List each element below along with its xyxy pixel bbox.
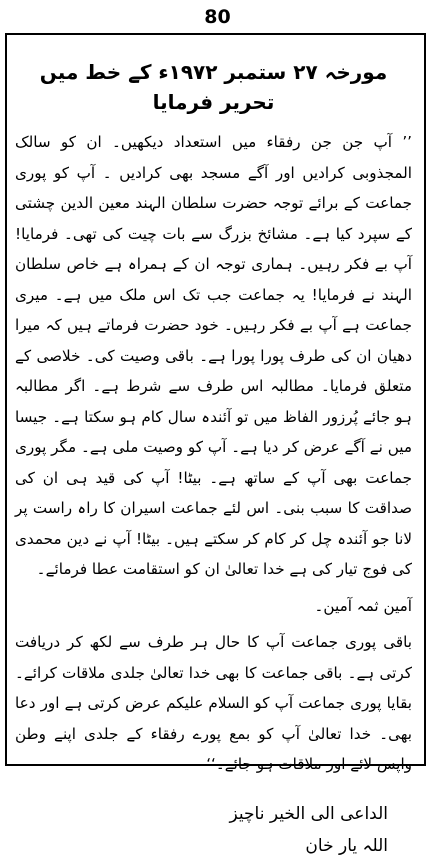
signature-block xyxy=(15,798,412,862)
letter-paragraph: باقی پوری جماعت آپ کا حال ہر طرف سے لکھ کر دریافت کرتی ہے۔ باقی جماعت کا بھی خدا تعالیٰ جلدی ملاقات کرائے۔ بقایا پوری جماعت آپ کو السلام علیکم عرض کرتی ہے اور دعا بھی۔ خدا تعالیٰ آپ کو بمع پورے رفقاء کے جلدی اپنے وطن واپس لائے اور ملاقات ہو جائے۔‘‘ xyxy=(15,633,412,773)
text-frame xyxy=(5,33,426,856)
signature-line: الداعی الی الخیر ناچیز xyxy=(229,803,388,824)
letter-paragraph: ’’ آپ جن جن رفقاء میں استعداد دیکھیں۔ ان کو سالک المجذوبی کرادیں اور آگے مسجد بھی کرادیں ۔ آپ کو پوری جماعت کے برائے توجہ حضرت سلطان الہند معین الدین چشتی کے سپرد کیا ہے۔ مشائخ بزرگ سے بات چیت کی تھی۔ فرمایا! آپ بے فکر رہیں۔ ہماری توجہ ان کے ہمراہ ہے خاص سلطان الہند نے فرمایا! یہ جماعت جب تک اس ملک میں ہے۔ میری جماعت ہے آپ بے فکر رہیں۔ خود حضرت فرماتے ہیں کہ میرا دھیان ان کی طرف پورا پورا ہے۔ باقی وصیت کی۔ خلاصی کے متعلق فرمایا۔ مطالبہ اس طرف سے شرط ہے۔ اگر مطالبہ ہو جائے پُرزور الفاظ میں تو آئندہ سال کام ہو سکتا ہے۔ جیسا میں نے آگے عرض کر دیا ہے۔ آپ کو وصیت ملی ہے۔ مگر پوری جماعت بھی آپ کے ساتھ ہے۔ بیٹا! آپ کی قید ہی ان کی صداقت کا سبب بنی۔ اس لئے جماعت اسیران کا راہ راست پر لانا جو آئندہ چل کر کام کر سکتے ہیں۔ بیٹا! آپ نے دین محمدی کی فوج تیار کی ہے خدا تعالیٰ ان کو استقامت عطا فرمائے۔ xyxy=(15,133,412,578)
signature-name: اللہ یار خان xyxy=(305,835,388,856)
page-number: 80 xyxy=(204,6,231,28)
letter-heading: مورخہ ۲۷ ستمبر ۱۹۷۲ء کے خط میں تحریر فرمایا xyxy=(39,60,388,114)
letter-content xyxy=(15,57,412,856)
amen-line: آمین ثمہ آمین۔ xyxy=(314,596,412,615)
